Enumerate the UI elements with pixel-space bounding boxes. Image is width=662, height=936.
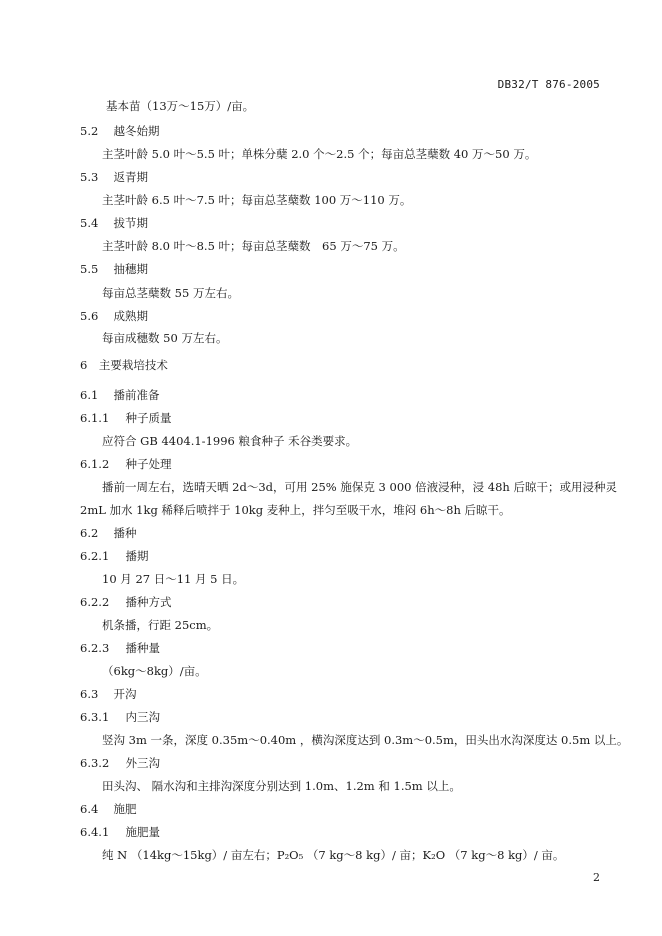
section-number: 6.3 <box>80 687 99 701</box>
section-number: 6.1 <box>80 388 99 402</box>
section-heading <box>80 525 137 541</box>
section-number: 5.2 <box>80 124 99 138</box>
section-number: 6.2 <box>80 526 99 540</box>
body-text: 主茎叶龄 5.0 叶～5.5 叶；单株分蘖 2.0 个～2.5 个；每亩总茎蘖数 40 万～50 万。 <box>102 147 537 161</box>
document-code: DB32/T 876-2005 <box>497 78 600 91</box>
body-text: 应符合 GB 4404.1-1996 粮食种子 禾谷类要求。 <box>102 434 358 448</box>
body-text: （6kg～8kg）/亩。 <box>102 664 207 678</box>
section-title: 种子处理 <box>125 457 172 471</box>
section-heading <box>80 387 160 403</box>
section-number: 6.4.1 <box>80 825 110 839</box>
section-number: 5.6 <box>80 309 99 323</box>
section-number: 6.3.2 <box>80 756 110 770</box>
section-number: 6.2.1 <box>80 549 110 563</box>
section-title: 播种量 <box>125 641 160 655</box>
section-heading <box>80 709 160 725</box>
section-heading <box>80 686 137 702</box>
body-text: 播前一周左右，选晴天晒 2d～3d，可用 25% 施保克 3 000 倍液浸种，浸 48h 后晾干；或用浸种灵 <box>102 480 617 494</box>
section-title: 返青期 <box>113 170 148 184</box>
section-heading <box>80 169 148 185</box>
section-heading <box>80 755 160 771</box>
section-title: 播前准备 <box>113 388 160 402</box>
section-title: 成熟期 <box>113 309 148 323</box>
body-text: 主茎叶龄 6.5 叶～7.5 叶；每亩总茎蘖数 100 万～110 万。 <box>102 193 412 207</box>
section-title: 播种 <box>113 526 137 540</box>
section-title: 外三沟 <box>125 756 160 770</box>
section-title: 种子质量 <box>125 411 172 425</box>
section-number: 6.1.2 <box>80 457 110 471</box>
section-title: 播种方式 <box>125 595 172 609</box>
section-heading <box>80 548 149 564</box>
body-text: 2mL 加水 1kg 稀释后喷拌于 10kg 麦种上，拌匀至吸干水，堆闷 6h～8h 后晾干。 <box>80 503 511 517</box>
section-title: 施肥 <box>113 802 137 816</box>
section-heading <box>80 308 148 324</box>
body-text: 机条播，行距 25cm。 <box>102 618 219 632</box>
section-number: 5.4 <box>80 216 99 230</box>
section-title: 抽穗期 <box>113 262 148 276</box>
body-text: 10 月 27 日～11 月 5 日。 <box>102 572 245 586</box>
section-title: 内三沟 <box>125 710 160 724</box>
section-heading <box>80 640 160 656</box>
body-text: 基本苗（13万～15万）/亩。 <box>106 99 255 113</box>
section-title: 施肥量 <box>125 825 160 839</box>
section-title: 播期 <box>125 549 149 563</box>
section-heading <box>80 594 172 610</box>
section-number: 5.5 <box>80 262 99 276</box>
section-number: 6 <box>80 358 88 372</box>
section-heading <box>80 824 160 840</box>
section-heading <box>80 261 148 277</box>
section-heading <box>80 456 172 472</box>
section-number: 6.1.1 <box>80 411 110 425</box>
section-number: 6.2.3 <box>80 641 110 655</box>
body-text: 纯 N （14kg～15kg）/ 亩左右；P₂O₅ （7 kg～8 kg）/ 亩；K₂O （7 kg～8 kg）/ 亩。 <box>102 848 565 862</box>
section-title: 越冬始期 <box>113 124 160 138</box>
section-heading <box>80 410 172 426</box>
section-number: 5.3 <box>80 170 99 184</box>
section-heading <box>80 801 137 817</box>
section-title: 开沟 <box>113 687 137 701</box>
body-text: 每亩成穗数 50 万左右。 <box>102 331 228 345</box>
section-number: 6.3.1 <box>80 710 110 724</box>
body-text: 主茎叶龄 8.0 叶～8.5 叶；每亩总茎蘖数 65 万～75 万。 <box>102 239 405 253</box>
section-title: 拔节期 <box>113 216 148 230</box>
section-heading <box>80 357 168 373</box>
section-heading <box>80 123 160 139</box>
body-text: 竖沟 3m 一条，深度 0.35m～0.40m ，横沟深度达到 0.3m～0.5m，田头出水沟深度达 0.5m 以上。 <box>102 733 629 747</box>
page-number: 2 <box>593 871 600 884</box>
section-heading <box>80 215 148 231</box>
section-number: 6.2.2 <box>80 595 110 609</box>
section-number: 6.4 <box>80 802 99 816</box>
body-text: 每亩总茎蘖数 55 万左右。 <box>102 286 239 300</box>
section-title: 主要栽培技术 <box>98 358 168 372</box>
body-text: 田头沟、 隔水沟和主排沟深度分别达到 1.0m、1.2m 和 1.5m 以上。 <box>102 779 461 793</box>
